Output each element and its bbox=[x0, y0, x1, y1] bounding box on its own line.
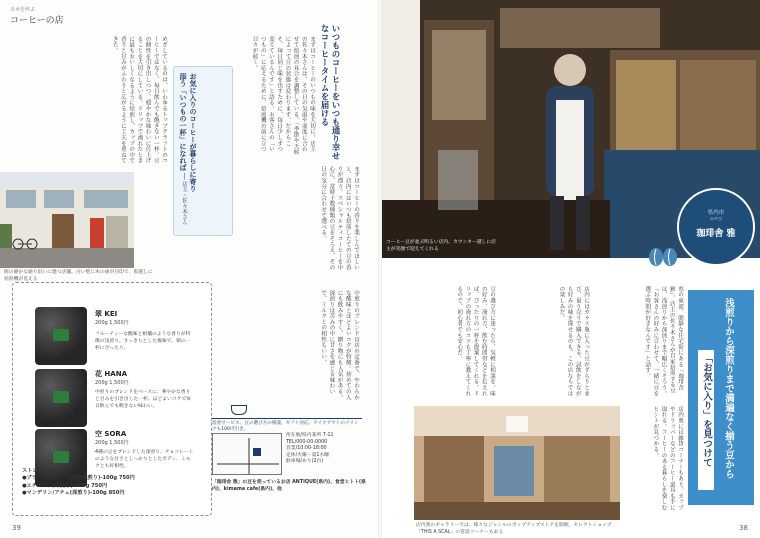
straight-coffee-list bbox=[22, 468, 135, 497]
shop-photo-caption: コーヒー豆が並ぶ明るい店内。カウンター越しに店主が笑顔で迎えてくれる bbox=[386, 240, 496, 252]
body-text-c: 豆の選び方に迷ったら、気軽に相談を。味の好み、淹れ方、飲む時間帯などを伝えれば、ぴったりの一杯を提案してくれる。ドリップの淹れ方のコツも丁寧に教えてくれるので、初心者でも安心だ。 bbox=[456, 286, 495, 397]
gallery-caption: 店内奥のギャラリーでは、様々なジャンルのポップアップストアを開催。セレクトショップ「THIS A SCAL」の常設コーナーもある bbox=[416, 523, 612, 535]
body-text-top-2: めざしているのは、いわゆるトップクラフトのコーヒーではなく、毎日飲んでも飽きない一杯。豆の個性を引き出しつつ、穏やかな味わいに仕上げることを大切にしている。ドリップで淹れたときに最もおいしくなるように焙煎し、カップの中で香りと甘みがふわりと広がるように工夫を重ねてきた。 bbox=[111, 36, 167, 164]
badge-shop-name: 珈琲舎 雅 bbox=[696, 229, 736, 239]
right-page bbox=[380, 0, 760, 538]
service-note: 焙煎サービス、豆の選び方の相談、ギフト対応、テイクアウトのドリンクも100円引き。 bbox=[212, 418, 362, 433]
brand-name: コーヒーの店 bbox=[10, 16, 64, 26]
product-description: 中煎りのブレンドをベースに、華やかな香りと甘みを引き出した一杯。ほどよいコクで毎日飲んでも飽きない味わい。 bbox=[95, 390, 191, 409]
brand-title bbox=[10, 6, 64, 26]
headline-text: 浅煎りから深煎りまで満遍なく揃う豆から bbox=[723, 298, 734, 479]
info-line: 駐車場/あり(2台) bbox=[286, 459, 324, 465]
headline-band bbox=[688, 290, 754, 505]
straight-coffee-item: ●マンデリン/アチェ(深煎り)-100g 850円 bbox=[22, 489, 125, 496]
product-name: 空 SORA bbox=[95, 430, 127, 438]
page-gutter bbox=[378, 0, 382, 538]
coffee-beans-icon bbox=[646, 245, 680, 269]
headline-highlight: 「お気に入り」を見つけて bbox=[698, 350, 714, 490]
storefront-caption: 街の静かな通り沿いに建つ店舗。白い壁に木の扉が目印で、窓越しに焙煎機が見える bbox=[4, 270, 153, 282]
product-description: 4種の豆をブレンドした深煎り。チョコレートのような甘さとしっかりとしたボディ、ミルクとも好相性。 bbox=[95, 450, 194, 469]
straight-coffee-item: ●ブラジル/ドゥトラ農園(浅煎り)-100g 750円 bbox=[22, 475, 135, 482]
straight-coffee-title: ストレートコーヒー bbox=[22, 468, 69, 474]
body-text-mid: まずはコーヒーの香りを楽しんでほしいと、店内にはいつも焙煎したての豆の香りが漂う。スペシャルティコーヒーを中心に、常時十数種類の豆をそろえ、その日の気分に合わせて選べる。 bbox=[320, 166, 359, 271]
page-number-left: 39 bbox=[12, 524, 21, 532]
partner-shops: 「珈琲舎 雅」の豆を使っているお店 ANTIQUE(県内)、食堂ヒトト(県内)、kimama cafe(県内)、他 bbox=[212, 480, 366, 492]
page-number-right: 38 bbox=[739, 524, 748, 532]
info-line: 所在地/県内某所 7-11 bbox=[286, 433, 334, 438]
gallery-photo bbox=[414, 406, 620, 520]
info-line: 営業/10:00-18:00 bbox=[286, 446, 327, 452]
product-bag-image bbox=[35, 369, 87, 427]
quote-text: お気に入りのコーヒーが暮らしに寄り添う「いつもの一杯」になれば bbox=[179, 73, 197, 192]
product-price: 200g 1,500円 bbox=[95, 320, 129, 326]
quote-box bbox=[173, 66, 233, 236]
shop-info bbox=[286, 433, 378, 466]
product-price: 200g 1,500円 bbox=[95, 440, 129, 446]
access-map bbox=[212, 433, 282, 475]
body-text-a: 県の東部、閑静な住宅街にある「珈琲舎 雅」。店主の佐々木さんが自家焙煎する豆は、浅煎りから深煎りまで幅広くそろう。「お客さんの好みに合わせて、一緒に豆を選ぶ時間が好きなんです」と話す。 bbox=[644, 286, 683, 397]
badge-city: 県内市 bbox=[707, 210, 725, 216]
shop-name-badge bbox=[677, 188, 755, 266]
product-bag-image bbox=[35, 307, 87, 365]
body-text-top: まずはコーヒーのいつもの味を大切に。店主の佐々木さんは、その日の気温や湿度に合わせて焙煎の具合を調整している。「季節や天候によって豆の状態は変わります。だからこそ、毎日同じ味を出すために、毎日少しずつ変えているんです」と語る。お客さんの「いつもの」に応えるために、焙煎機の前に立つ日々が続く。 bbox=[251, 36, 315, 155]
coffee-cup-icon bbox=[231, 405, 247, 415]
quote-attribution: ── 店主・佐々木さん bbox=[181, 172, 187, 225]
product-price: 200g 1,500円 bbox=[95, 380, 129, 386]
product-name: 翠 KEI bbox=[95, 310, 118, 318]
body-text-mid-2: 中煎りのブレンドは店の定番で、やわらかな酸味とほどよいコクが特徴。初めての人にも飲みやすく、贈り物にも人気がある。深煎りは苦みの中に甘さを感じる味わいで、ミルクとの相性もいい。 bbox=[320, 290, 359, 401]
body-text-d: 店内奥には雑貨コーナーもあり、カップやドリッパーなどのコーヒー道具も手に取れる。コーヒーのある暮らしを楽しむヒントが見つかる。 bbox=[652, 406, 683, 511]
article-heading: いつものコーヒーをいつも通り幸せなコーヒータイムを届ける bbox=[319, 24, 340, 160]
storefront-photo bbox=[0, 172, 134, 268]
info-line: TEL/000-00-0000 bbox=[286, 439, 328, 445]
brand-subtitle: 幸せを呼ぶ bbox=[10, 7, 36, 13]
badge-ruby: みやび bbox=[710, 216, 722, 221]
info-line: 定休/火曜・第1水曜 bbox=[286, 452, 330, 458]
product-description: フルーティーな酸味と柑橘のような香りが特徴の浅煎り。すっきりとした後味で、朝の一杯にぴったり。 bbox=[95, 332, 191, 351]
body-text-b: 店内にはガラス瓶に入った豆がずらりと並び、量り売りで購入できる。試飲をしながら好みの味を探せるのも、この店ならではの楽しみだ。 bbox=[558, 286, 589, 397]
straight-coffee-item: ●エチオピア(中煎り)-100g 750円 bbox=[22, 482, 108, 489]
product-name: 花 HANA bbox=[95, 370, 127, 378]
